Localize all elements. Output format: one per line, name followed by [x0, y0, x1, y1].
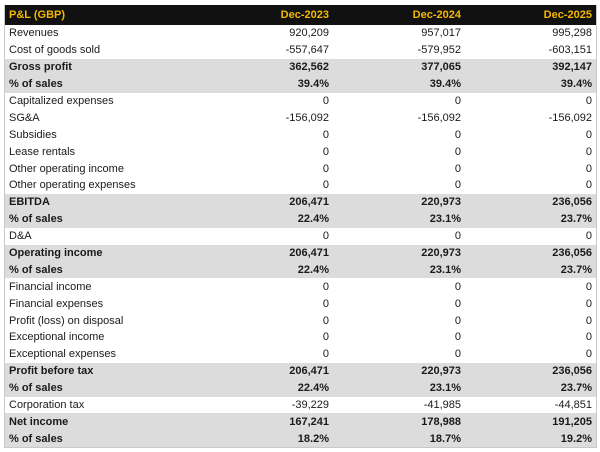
- row-value: 0: [271, 143, 333, 160]
- row-value: 0: [333, 93, 465, 110]
- row-value: 22.4%: [271, 211, 333, 228]
- row-label: % of sales: [5, 380, 271, 397]
- row-value: 39.4%: [271, 76, 333, 93]
- row-label: Operating income: [5, 245, 271, 262]
- row-value: 18.7%: [333, 430, 465, 447]
- row-value: 0: [465, 93, 596, 110]
- table-row: [5, 59, 596, 76]
- table-row: [5, 295, 596, 312]
- row-label: Financial income: [5, 278, 271, 295]
- table-row: [5, 329, 596, 346]
- row-label: Revenues: [5, 25, 271, 42]
- row-value: 0: [465, 346, 596, 363]
- row-value: 0: [333, 177, 465, 194]
- row-value: 0: [333, 160, 465, 177]
- row-value: -156,092: [465, 109, 596, 126]
- table-row: [5, 312, 596, 329]
- row-value: 236,056: [465, 245, 596, 262]
- table-row: [5, 228, 596, 245]
- row-value: 22.4%: [271, 380, 333, 397]
- row-value: -579,952: [333, 42, 465, 59]
- row-label: Net income: [5, 413, 271, 430]
- row-value: 0: [271, 329, 333, 346]
- row-value: 22.4%: [271, 261, 333, 278]
- row-value: 0: [333, 126, 465, 143]
- row-label: Exceptional expenses: [5, 346, 271, 363]
- row-value: 220,973: [333, 363, 465, 380]
- row-label: Other operating income: [5, 160, 271, 177]
- table-row: [5, 397, 596, 414]
- row-value: 220,973: [333, 194, 465, 211]
- table-row: [5, 245, 596, 262]
- row-label: D&A: [5, 228, 271, 245]
- row-value: 18.2%: [271, 430, 333, 447]
- row-value: -44,851: [465, 397, 596, 414]
- row-value: 995,298: [465, 25, 596, 42]
- row-label: SG&A: [5, 109, 271, 126]
- table-row: [5, 363, 596, 380]
- row-value: 0: [465, 295, 596, 312]
- table-row: [5, 42, 596, 59]
- row-label: Other operating expenses: [5, 177, 271, 194]
- row-value: -41,985: [333, 397, 465, 414]
- row-value: 0: [333, 295, 465, 312]
- row-value: 377,065: [333, 59, 465, 76]
- row-label: Profit (loss) on disposal: [5, 312, 271, 329]
- row-label: Lease rentals: [5, 143, 271, 160]
- table-row: [5, 413, 596, 430]
- row-value: 0: [333, 346, 465, 363]
- table-row: [5, 160, 596, 177]
- row-value: 0: [333, 228, 465, 245]
- table-row: [5, 93, 596, 110]
- row-value: 23.1%: [333, 380, 465, 397]
- row-value: -39,229: [271, 397, 333, 414]
- row-label: Exceptional income: [5, 329, 271, 346]
- row-value: 0: [465, 278, 596, 295]
- header-label-column: P&L (GBP): [9, 9, 66, 21]
- row-label: % of sales: [5, 261, 271, 278]
- row-value: 0: [333, 143, 465, 160]
- row-value: 0: [465, 228, 596, 245]
- row-label: % of sales: [5, 211, 271, 228]
- row-label: Cost of goods sold: [5, 42, 271, 59]
- row-value: 0: [333, 312, 465, 329]
- row-value: 0: [271, 126, 333, 143]
- pl-table-container: [4, 5, 597, 448]
- table-row: [5, 126, 596, 143]
- row-value: 39.4%: [465, 76, 596, 93]
- row-value: 220,973: [333, 245, 465, 262]
- row-value: 0: [271, 278, 333, 295]
- table-row: [5, 109, 596, 126]
- table-header-row: [5, 5, 596, 25]
- row-value: 0: [271, 93, 333, 110]
- row-label: % of sales: [5, 76, 271, 93]
- row-label: Capitalized expenses: [5, 93, 271, 110]
- row-value: -156,092: [271, 109, 333, 126]
- table-row: [5, 278, 596, 295]
- row-value: -603,151: [465, 42, 596, 59]
- row-value: 362,562: [271, 59, 333, 76]
- table-row: [5, 380, 596, 397]
- row-value: 0: [271, 346, 333, 363]
- row-value: 39.4%: [333, 76, 465, 93]
- row-value: 23.1%: [333, 211, 465, 228]
- row-value: 0: [271, 177, 333, 194]
- row-value: 0: [271, 312, 333, 329]
- row-value: 178,988: [333, 413, 465, 430]
- row-label: Profit before tax: [5, 363, 271, 380]
- row-value: -156,092: [333, 109, 465, 126]
- row-value: 0: [271, 160, 333, 177]
- table-row: [5, 177, 596, 194]
- row-value: 206,471: [271, 363, 333, 380]
- row-value: 236,056: [465, 363, 596, 380]
- row-label: Gross profit: [5, 59, 271, 76]
- row-label: Subsidies: [5, 126, 271, 143]
- row-value: 236,056: [465, 194, 596, 211]
- row-value: 392,147: [465, 59, 596, 76]
- table-row: [5, 194, 596, 211]
- row-value: 23.7%: [465, 211, 596, 228]
- row-value: 0: [333, 278, 465, 295]
- table-row: [5, 261, 596, 278]
- header-dec-2024: Dec-2024: [412, 9, 461, 21]
- row-value: 0: [465, 312, 596, 329]
- header-dec-2025: Dec-2025: [543, 9, 592, 21]
- pl-table: [5, 5, 596, 447]
- row-value: 0: [465, 177, 596, 194]
- row-label: % of sales: [5, 430, 271, 447]
- row-value: 0: [271, 228, 333, 245]
- row-value: 0: [465, 160, 596, 177]
- table-row: [5, 143, 596, 160]
- row-label: Corporation tax: [5, 397, 271, 414]
- row-value: 19.2%: [465, 430, 596, 447]
- row-value: 23.1%: [333, 261, 465, 278]
- row-value: 0: [465, 143, 596, 160]
- row-value: 206,471: [271, 245, 333, 262]
- row-value: 23.7%: [465, 261, 596, 278]
- row-value: 191,205: [465, 413, 596, 430]
- table-row: [5, 25, 596, 42]
- row-value: 206,471: [271, 194, 333, 211]
- table-row: [5, 346, 596, 363]
- row-label: EBITDA: [5, 194, 271, 211]
- row-label: Financial expenses: [5, 295, 271, 312]
- row-value: 957,017: [333, 25, 465, 42]
- row-value: 0: [465, 329, 596, 346]
- row-value: 920,209: [271, 25, 333, 42]
- table-row: [5, 211, 596, 228]
- table-body: [5, 25, 596, 447]
- table-row: [5, 430, 596, 447]
- row-value: 23.7%: [465, 380, 596, 397]
- row-value: 167,241: [271, 413, 333, 430]
- row-value: 0: [271, 295, 333, 312]
- header-dec-2023: Dec-2023: [280, 9, 329, 21]
- row-value: 0: [333, 329, 465, 346]
- row-value: -557,647: [271, 42, 333, 59]
- row-value: 0: [465, 126, 596, 143]
- table-row: [5, 76, 596, 93]
